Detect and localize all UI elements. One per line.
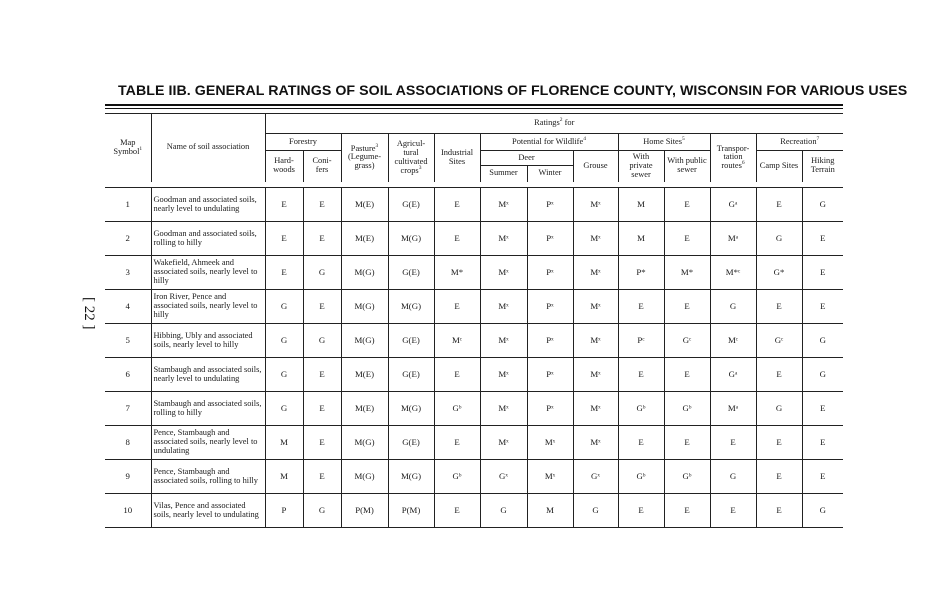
rating-cell: M(G) xyxy=(341,426,388,460)
rating-cell: Mˣ xyxy=(573,324,618,358)
rating-cell: M*ᶜ xyxy=(710,256,756,290)
rating-cell: M(E) xyxy=(341,188,388,222)
rating-cell: Mˣ xyxy=(573,392,618,426)
rating-cell: E xyxy=(303,290,341,324)
rating-cell: E xyxy=(664,494,710,528)
header-recreation: Recreation$^7$ xyxy=(756,134,843,151)
rating-cell: G xyxy=(573,494,618,528)
rating-cell: M xyxy=(265,460,303,494)
rating-cell: Mˣ xyxy=(480,188,527,222)
rating-cell: Mᶜ xyxy=(434,324,480,358)
rating-cell: G xyxy=(303,324,341,358)
rating-cell: P xyxy=(265,494,303,528)
rating-cell: E xyxy=(802,256,843,290)
rating-cell: E xyxy=(434,358,480,392)
rating-cell: G(E) xyxy=(388,324,434,358)
rating-cell: E xyxy=(756,426,802,460)
rating-cell: Gᵇ xyxy=(664,392,710,426)
map-symbol-cell: 1 xyxy=(105,188,151,222)
rating-cell: M(G) xyxy=(388,222,434,256)
header-public-sewer: With public sewer xyxy=(664,151,710,182)
rating-cell: E xyxy=(664,426,710,460)
header-winter: Winter xyxy=(527,166,573,182)
table-row xyxy=(105,426,843,460)
soil-association-name-cell: Stambaugh and associated soils, rolling to hilly xyxy=(151,392,265,426)
rating-cell: G xyxy=(802,358,843,392)
title-rule-thin xyxy=(105,108,843,109)
rating-cell: E xyxy=(664,222,710,256)
rating-cell: E xyxy=(756,188,802,222)
table-row xyxy=(105,188,843,222)
rating-cell: Gᵇ xyxy=(664,460,710,494)
header-home-sites: Home Sites$^5$ xyxy=(618,134,710,151)
header-transportation: Transpor- tation routes$^6$ xyxy=(710,134,756,182)
soil-association-name-cell: Hibbing, Ubly and associated soils, nearly level to hilly xyxy=(151,324,265,358)
header-hardwoods: Hard- woods xyxy=(265,151,303,182)
rating-cell: E xyxy=(802,460,843,494)
soil-ratings-table xyxy=(105,113,843,528)
rating-cell: Mˣ xyxy=(573,222,618,256)
rating-cell: P(M) xyxy=(388,494,434,528)
rating-cell: M* xyxy=(664,256,710,290)
rating-cell: E xyxy=(434,188,480,222)
soil-association-name-cell: Iron River, Pence and associated soils, nearly level to hilly xyxy=(151,290,265,324)
header-industrial: Industrial Sites xyxy=(434,134,480,182)
rating-cell: P(M) xyxy=(341,494,388,528)
rating-cell: Mᵃ xyxy=(710,392,756,426)
rating-cell: Pᶜ xyxy=(618,324,664,358)
map-symbol-cell: 3 xyxy=(105,256,151,290)
rating-cell: E xyxy=(265,188,303,222)
rating-cell: G xyxy=(802,494,843,528)
rating-cell: M(G) xyxy=(388,460,434,494)
rating-cell: M* xyxy=(434,256,480,290)
rating-cell: Mˣ xyxy=(480,324,527,358)
rating-cell: M(E) xyxy=(341,358,388,392)
soil-association-name-cell: Stambaugh and associated soils, nearly level to undulating xyxy=(151,358,265,392)
rating-cell: E xyxy=(303,460,341,494)
rating-cell: E xyxy=(618,290,664,324)
map-symbol-cell: 9 xyxy=(105,460,151,494)
rating-cell: G xyxy=(265,358,303,392)
rating-cell: E xyxy=(802,290,843,324)
header-map-symbol: Map Symbol$^1$ xyxy=(105,114,151,182)
header-private-sewer: With private sewer xyxy=(618,151,664,182)
rating-cell: E xyxy=(802,222,843,256)
rating-cell: E xyxy=(756,290,802,324)
rating-cell: G(E) xyxy=(388,358,434,392)
map-symbol-cell: 2 xyxy=(105,222,151,256)
header-conifers: Coni- fers xyxy=(303,151,341,182)
rating-cell: Mˣ xyxy=(480,256,527,290)
page-number: [ 22 ] xyxy=(81,297,97,330)
header-name: Name of soil association xyxy=(151,114,265,182)
rating-cell: E xyxy=(618,426,664,460)
rating-cell: E xyxy=(303,426,341,460)
rating-cell: E xyxy=(434,426,480,460)
title-rule-thick xyxy=(105,104,843,106)
rating-cell: Mˣ xyxy=(527,426,573,460)
rating-cell: G xyxy=(265,392,303,426)
rating-cell: E xyxy=(664,188,710,222)
rating-cell: Gᵃ xyxy=(710,188,756,222)
rating-cell: G xyxy=(303,256,341,290)
rating-cell: Mˣ xyxy=(573,426,618,460)
rating-cell: M(E) xyxy=(341,222,388,256)
rating-cell: E xyxy=(265,222,303,256)
rating-cell: Gᶜ xyxy=(756,324,802,358)
rating-cell: G xyxy=(265,290,303,324)
rating-cell: Gᶜ xyxy=(664,324,710,358)
soil-association-name-cell: Pence, Stambaugh and associated soils, rolling to hilly xyxy=(151,460,265,494)
soil-association-name-cell: Goodman and associated soils, rolling to hilly xyxy=(151,222,265,256)
rating-cell: G xyxy=(265,324,303,358)
rating-cell: E xyxy=(710,426,756,460)
rating-cell: M(G) xyxy=(341,256,388,290)
rating-cell: Mᵃ xyxy=(710,222,756,256)
rating-cell: Gˣ xyxy=(573,460,618,494)
rating-cell: M xyxy=(265,426,303,460)
rating-cell: Mˣ xyxy=(573,256,618,290)
rating-cell: E xyxy=(618,494,664,528)
rating-cell: G(E) xyxy=(388,426,434,460)
table-row xyxy=(105,392,843,426)
rating-cell: Mˣ xyxy=(573,290,618,324)
rating-cell: E xyxy=(664,358,710,392)
rating-cell: E xyxy=(434,494,480,528)
table-row xyxy=(105,222,843,256)
map-symbol-cell: 8 xyxy=(105,426,151,460)
rating-cell: E xyxy=(802,426,843,460)
map-symbol-cell: 4 xyxy=(105,290,151,324)
rating-cell: Pˣ xyxy=(527,222,573,256)
rating-cell: E xyxy=(756,460,802,494)
rating-cell: M(E) xyxy=(341,392,388,426)
rating-cell: Mˣ xyxy=(480,426,527,460)
rating-cell: G xyxy=(710,460,756,494)
rating-cell: G(E) xyxy=(388,188,434,222)
map-symbol-cell: 7 xyxy=(105,392,151,426)
rating-cell: Pˣ xyxy=(527,358,573,392)
rating-cell: G xyxy=(710,290,756,324)
rating-cell: Mˣ xyxy=(480,290,527,324)
rating-cell: G xyxy=(802,324,843,358)
table-title: TABLE IIB. GENERAL RATINGS OF SOIL ASSOCIATIONS OF FLORENCE COUNTY, WISCONSIN FOR VARIOUS USES xyxy=(118,83,908,99)
soil-association-name-cell: Pence, Stambaugh and associated soils, nearly level to undulating xyxy=(151,426,265,460)
rating-cell: Pˣ xyxy=(527,324,573,358)
rating-cell: Gᵃ xyxy=(710,358,756,392)
rating-cell: G xyxy=(303,494,341,528)
rating-cell: E xyxy=(756,358,802,392)
soil-association-name-cell: Vilas, Pence and associated soils, nearly level to undulating xyxy=(151,494,265,528)
rating-cell: Pˣ xyxy=(527,188,573,222)
soil-association-name-cell: Goodman and associated soils, nearly level to undulating xyxy=(151,188,265,222)
rating-cell: G(E) xyxy=(388,256,434,290)
rating-cell: E xyxy=(618,358,664,392)
header-deer: Deer xyxy=(480,151,573,166)
table-row xyxy=(105,460,843,494)
rating-cell: E xyxy=(303,222,341,256)
header-grouse: Grouse xyxy=(573,151,618,182)
rating-cell: E xyxy=(664,290,710,324)
rating-cell: M(G) xyxy=(341,290,388,324)
rating-cell: Mˣ xyxy=(527,460,573,494)
table-row xyxy=(105,358,843,392)
rating-cell: Pˣ xyxy=(527,290,573,324)
rating-cell: Gᵇ xyxy=(618,460,664,494)
rating-cell: M xyxy=(527,494,573,528)
rating-cell: G xyxy=(802,188,843,222)
rating-cell: M(G) xyxy=(388,392,434,426)
header-camp-sites: Camp Sites xyxy=(756,151,802,182)
rating-cell: Gᵇ xyxy=(434,392,480,426)
rating-cell: E xyxy=(710,494,756,528)
map-symbol-cell: 6 xyxy=(105,358,151,392)
rating-cell: Mˣ xyxy=(573,358,618,392)
table-row xyxy=(105,290,843,324)
map-symbol-cell: 10 xyxy=(105,494,151,528)
rating-cell: Gᵇ xyxy=(618,392,664,426)
rating-cell: E xyxy=(303,358,341,392)
rating-cell: M xyxy=(618,188,664,222)
rating-cell: E xyxy=(756,494,802,528)
header-ratings-for: Ratings$^2$ for xyxy=(265,114,843,134)
rating-cell: G xyxy=(756,222,802,256)
table-row xyxy=(105,324,843,358)
rating-cell: Mˣ xyxy=(480,222,527,256)
rating-cell: Mᶜ xyxy=(710,324,756,358)
rating-cell: E xyxy=(802,392,843,426)
rating-cell: E xyxy=(434,290,480,324)
rating-cell: M(G) xyxy=(388,290,434,324)
rating-cell: Mˣ xyxy=(480,392,527,426)
rating-cell: E xyxy=(265,256,303,290)
table-row xyxy=(105,494,843,528)
rating-cell: G* xyxy=(756,256,802,290)
rating-cell: E xyxy=(303,392,341,426)
rating-cell: G xyxy=(480,494,527,528)
map-symbol-cell: 5 xyxy=(105,324,151,358)
header-pasture: Pasture$^3$ (Legume- grass) xyxy=(341,134,388,182)
rating-cell: M xyxy=(618,222,664,256)
rating-cell: M(G) xyxy=(341,460,388,494)
rating-cell: E xyxy=(303,188,341,222)
header-forestry: Forestry xyxy=(265,134,341,151)
header-hiking: Hiking Terrain xyxy=(802,151,843,182)
rating-cell: Mˣ xyxy=(573,188,618,222)
header-wildlife: Potential for Wildlife$^4$ xyxy=(480,134,618,151)
soil-association-name-cell: Wakefield, Ahmeek and associated soils, nearly level to hilly xyxy=(151,256,265,290)
rating-cell: P* xyxy=(618,256,664,290)
rating-cell: Pˣ xyxy=(527,392,573,426)
table-row xyxy=(105,256,843,290)
rating-cell: Pˣ xyxy=(527,256,573,290)
header-summer: Summer xyxy=(480,166,527,182)
rating-cell: Gˣ xyxy=(480,460,527,494)
rating-cell: Gᵇ xyxy=(434,460,480,494)
table-body xyxy=(105,188,843,528)
rating-cell: Mˣ xyxy=(480,358,527,392)
rating-cell: G xyxy=(756,392,802,426)
rating-cell: M(G) xyxy=(341,324,388,358)
header-agricultural: Agricul- tural cultivated crops$^3$ xyxy=(388,134,434,182)
rating-cell: E xyxy=(434,222,480,256)
table-header xyxy=(105,114,843,188)
